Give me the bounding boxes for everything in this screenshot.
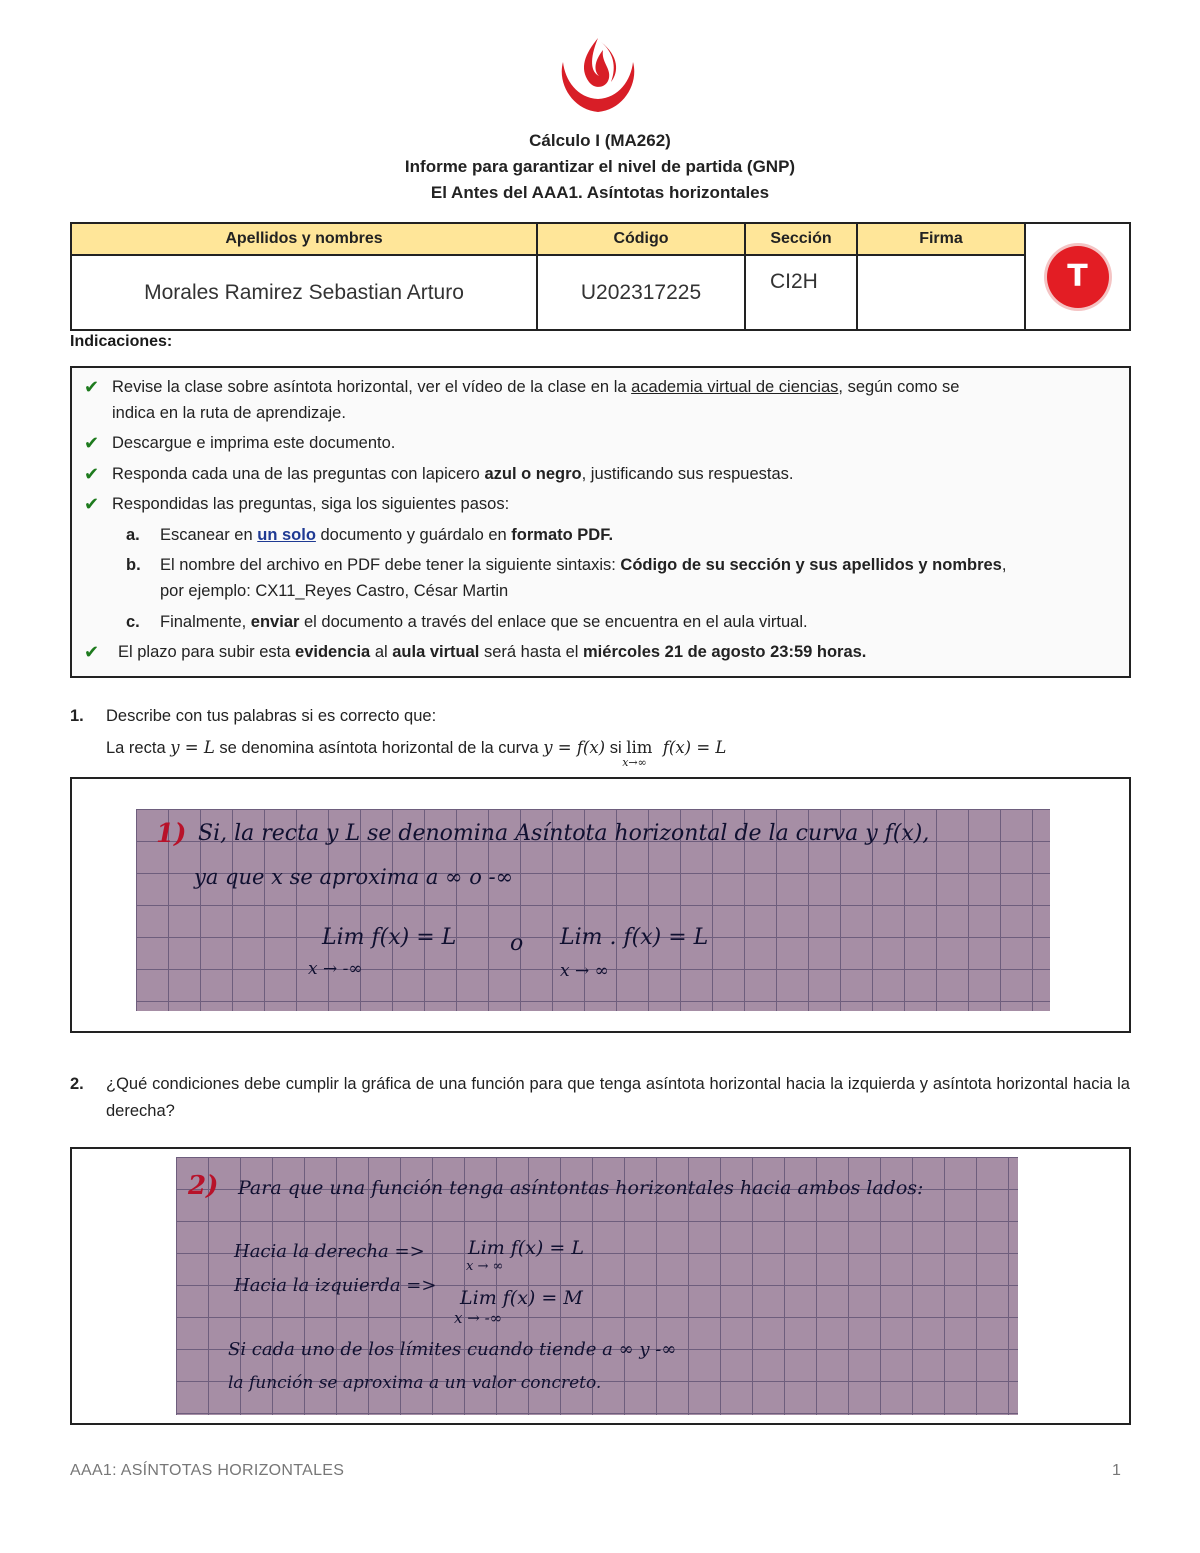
activity-title: El Antes del AAA1. Asíntotas horizontales [430, 183, 770, 202]
tutor-logo-icon: T [1047, 246, 1109, 308]
student-code: U202317225 [537, 255, 745, 330]
tutor-logo-cell [1025, 223, 1130, 330]
checkmark-icon: ✔ [84, 433, 100, 453]
header-section: Sección [745, 223, 857, 255]
course-title: Cálculo I (MA262) [529, 131, 671, 150]
header-code: Código [537, 223, 745, 255]
indicaciones-box: ✔ Revise la clase sobre asíntota horizontal, ver el vídeo de la clase en la academia virtual de ciencias, según como se indica en la ruta de aprendizaje. ✔ Descargue e imprima este documento. ✔ Responda cada una de las preguntas con lapicero azul o negro, justificando sus respuestas. ✔ Respondidas las preguntas, siga los siguientes pasos: a. Escanear en un solo documento y guárdalo en formato PDF. b. El nombre del archivo en PDF debe tener la siguiente sintaxis: Código de su sección y sus apellidos y nombres, por ejemplo: CX11_Reyes Castro, César Martin c. Finalmente, enviar el documento a través del enlace que se encuentra en el aula virtual. ✔ El plazo para subir esta evidencia al aula virtual será hasta el miércoles 21 de agosto 23:59 horas. [70, 366, 1131, 678]
answer-1-box [70, 777, 1131, 1033]
page-number: 1 [1112, 1462, 1121, 1479]
checkmark-icon: ✔ [84, 377, 100, 397]
checkmark-icon: ✔ [84, 494, 100, 514]
report-title: Informe para garantizar el nivel de partida (GNP) [404, 157, 796, 176]
answer-1-scan: 1) Si, la recta y L se denomina Asíntota horizontal de la curva y f(x), ya que x se aproxima a ∞ o -∞ Lim f(x) = L x → -∞ o Lim . f(x) = L x → ∞ [136, 809, 1050, 1011]
virtual-academy-link[interactable]: academia virtual de ciencias [631, 378, 839, 396]
university-flame-logo-icon [555, 32, 641, 114]
student-signature [857, 255, 1025, 330]
answer-2-scan: 2) Para que una función tenga asíntontas horizontales hacia ambos lados: Hacia la derecha => Lim f(x) = L x → ∞ Hacia la izquierda => Lim f(x) = M x → -∞ Si cada uno de los límites cuando tiende a ∞ y -∞ la función se aproxima a un valor concreto. [176, 1157, 1018, 1415]
student-info-table [70, 222, 1131, 331]
header-signature: Firma [857, 223, 1025, 255]
answer-2-box [70, 1147, 1131, 1425]
question-2: 2. ¿Qué condiciones debe cumplir la gráfica de una función para que tenga asíntota horizontal hacia la izquierda y asíntota horizontal hacia la derecha? [70, 1075, 1130, 1120]
header-names: Apellidos y nombres [71, 223, 537, 255]
student-name: Morales Ramirez Sebastian Arturo [71, 255, 537, 330]
indicaciones-label: Indicaciones: [70, 333, 173, 350]
checkmark-icon: ✔ [84, 464, 100, 484]
footer-title: AAA1: ASÍNTOTAS HORIZONTALES [70, 1462, 345, 1479]
question-1: 1. Describe con tus palabras si es correcto que: La recta y = L se denomina asíntota horizontal de la curva y = f(x) si lim x→∞ f(x) = L [70, 707, 727, 769]
single-document-link[interactable]: un solo [257, 526, 316, 544]
checkmark-icon: ✔ [84, 642, 100, 662]
document-header [0, 128, 1200, 206]
student-section: CI2H [745, 255, 857, 330]
